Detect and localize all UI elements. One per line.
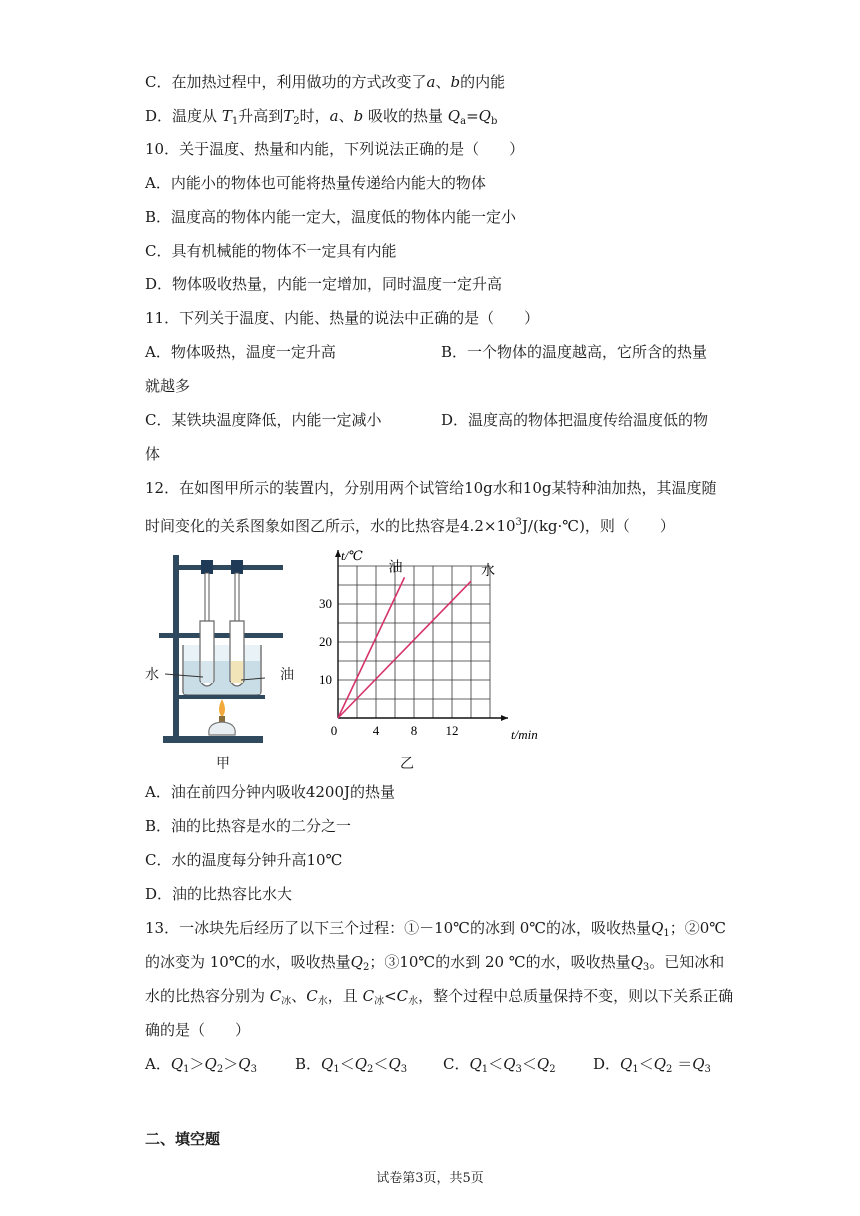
temperature-time-chart (310, 548, 538, 750)
ring-stand (179, 695, 265, 699)
alcohol-lamp (209, 722, 235, 735)
x-tick-label: 12 (445, 723, 459, 738)
figure-yi-caption: 乙 (400, 756, 414, 772)
upper-clamp-right (231, 560, 243, 574)
q10-option-d: D．物体吸收热量，内能一定增加，同时温度一定升高 (145, 275, 503, 293)
q11-option-d-line2: 体 (145, 445, 161, 463)
q13-option-c: C．$Q_1<Q_3<Q_2$ (443, 1055, 556, 1075)
tube-left-liquid (201, 661, 213, 683)
q13-line1: 13．一冰块先后经历了以下三个过程：①－10℃的冰到 0℃的冰，吸收热量$Q_1$；②0℃ (145, 919, 727, 939)
q10-option-b: B．温度高的物体内能一定大，温度低的物体内能一定小 (145, 208, 517, 226)
q10-stem: 10．关于温度、热量和内能，下列说法正确的是（ ） (145, 140, 525, 158)
x-axis-label: t/min (511, 727, 538, 742)
page-footer: 试卷第3页，共5页 (376, 1171, 484, 1186)
q13-line3: 水的比热容分别为 $C_冰$、$C_水$，且 $C_冰<C_水$，整个过程中总质量保持不变，则以下关系正确 (145, 987, 734, 1007)
y-tick-label: 30 (319, 596, 332, 611)
q13-line2: 的冰变为 10℃的水，吸收热量$Q_2$；③10℃的水到 20 ℃的水，吸收热量$Q_3$。已知冰和 (145, 953, 725, 973)
series-line-oil (338, 577, 405, 718)
upper-clamp-arm (173, 565, 283, 570)
y-axis-label: t/℃ (341, 548, 363, 563)
series-label-oil: 油 (388, 560, 403, 576)
chart-series (338, 558, 495, 718)
stand-pole (173, 555, 179, 738)
figure-jia-caption: 甲 (216, 756, 230, 772)
q9-option-d: D．温度从 $T_1$升高到$T_2$时，a、b 吸收的热量 $Q_a=Q_b$ (145, 107, 498, 127)
apparatus-figure (145, 553, 305, 748)
q12-option-b: B．油的比热容是水的二分之一 (145, 817, 352, 835)
q12-option-c: C．水的温度每分钟升高10℃ (145, 851, 343, 869)
section-heading-fill-in: 二、填空题 (145, 1130, 221, 1148)
q12-option-d: D．油的比热容比水大 (145, 885, 293, 903)
y-tick-label: 10 (319, 672, 332, 687)
lamp-wick (219, 716, 225, 722)
q9-option-c: C．在加热过程中，利用做功的方式改变了a、b的内能 (145, 73, 506, 91)
q13-option-d: D．$Q_1<Q_2 =Q_3$ (593, 1055, 711, 1075)
x-tick-label: 0 (330, 723, 338, 738)
x-axis-arrow (501, 715, 508, 721)
chart-axes (335, 548, 538, 742)
series-line-water (338, 581, 471, 718)
q11-option-a: A．物体吸热，温度一定升高 (145, 343, 336, 361)
q13-option-b: B．$Q_1<Q_2<Q_3$ (295, 1055, 408, 1075)
water-label: 水 (145, 667, 159, 683)
x-tick-label: 4 (372, 723, 380, 738)
q11-option-c: C．某铁块温度降低，内能一定减小 (145, 411, 382, 429)
lower-clamp-arm (159, 633, 283, 638)
q11-option-b-line2: 就越多 (145, 377, 191, 395)
q12-stem-line1: 12．在如图甲所示的装置内，分别用两个试管给10g水和10g某特种油加热，其温度随 (145, 479, 717, 497)
flame (219, 699, 225, 717)
q12-option-a: A．油在前四分钟内吸收4200J的热量 (145, 783, 396, 801)
q12-stem-line2: 时间变化的关系图象如图乙所示，水的比热容是$4.2\times 10^3J/(kg\cdot℃)$，则（ ） (145, 517, 675, 535)
q13-line4: 确的是（ ） (145, 1021, 251, 1039)
upper-clamp-left (201, 560, 213, 574)
q10-option-c: C．具有机械能的物体不一定具有内能 (145, 242, 397, 260)
beaker-water (184, 661, 260, 694)
q11-option-b-line1: B．一个物体的温度越高，它所含的热量 (441, 343, 708, 361)
q13-option-a: A．$Q_1>Q_2>Q_3$ (145, 1055, 257, 1075)
q11-option-d-line1: D．温度高的物体把温度传给温度低的物 (441, 411, 709, 429)
x-tick-label: 8 (410, 723, 418, 738)
q10-option-a: A．内能小的物体也可能将热量传递给内能大的物体 (145, 174, 486, 192)
series-label-water: 水 (481, 564, 495, 580)
oil-label: 油 (280, 667, 294, 683)
q11-stem: 11．下列关于温度、内能、热量的说法中正确的是（ ） (145, 309, 540, 327)
y-tick-label: 20 (319, 634, 332, 649)
